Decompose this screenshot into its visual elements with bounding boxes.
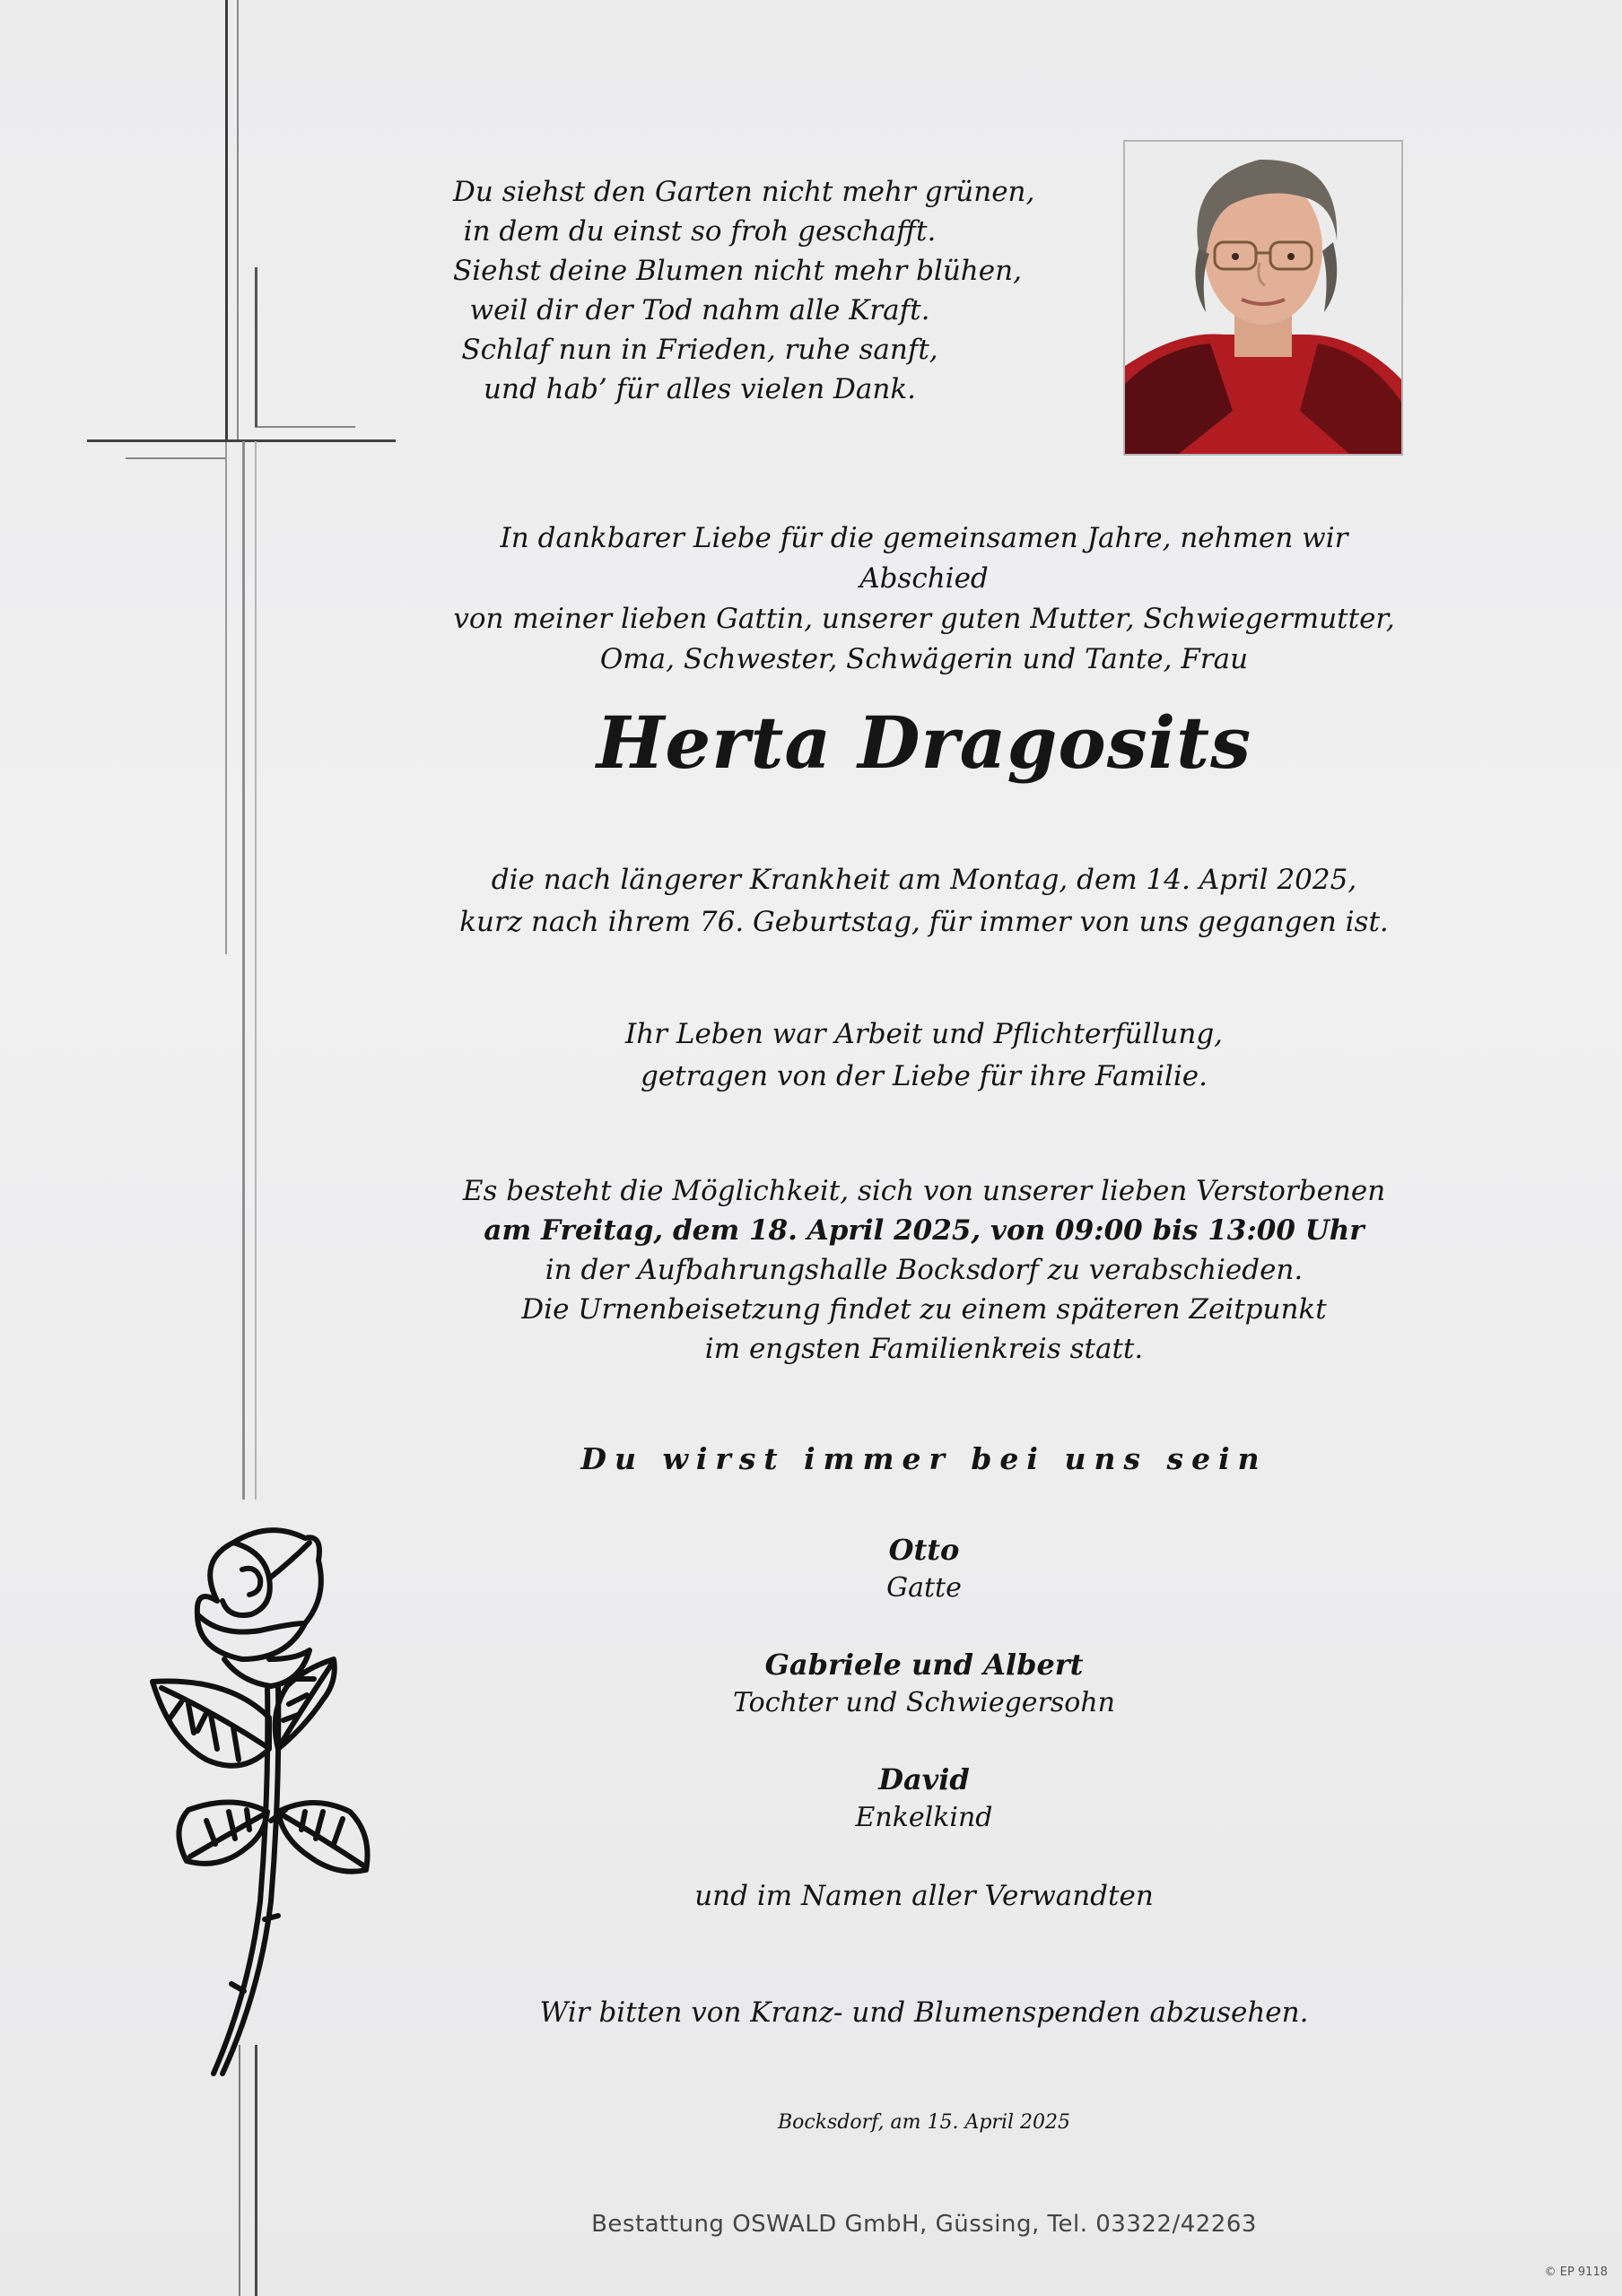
poem-line: in dem du einst so froh geschafft. xyxy=(463,215,937,248)
relatives-line: und im Namen aller Verwandten xyxy=(694,1880,1154,1912)
place-date: Bocksdorf, am 15. April 2025 xyxy=(777,2111,1071,2134)
mourner-otto xyxy=(453,1530,1395,1607)
cross-horizontal-line xyxy=(87,439,396,442)
mourner-role: Enkelkind xyxy=(855,1802,993,1833)
life-text xyxy=(453,1013,1395,1098)
deceased-name: Herta Dragosits xyxy=(596,700,1252,785)
mourner-role: Tochter und Schwiegersohn xyxy=(732,1687,1116,1718)
cross-vertical-line-inner xyxy=(237,0,239,441)
mourner-name: David xyxy=(878,1762,970,1796)
farewell-text xyxy=(453,1171,1395,1369)
portrait-illustration xyxy=(1125,142,1401,454)
farewell-line: Die Urnenbeisetzung findet zu einem späteren Zeitpunkt xyxy=(521,1293,1327,1326)
print-code: © EP 9118 xyxy=(1544,2266,1608,2279)
mourner-name: Gabriele und Albert xyxy=(764,1648,1084,1682)
cross-bottom-vertical xyxy=(239,2045,240,2296)
cross-horizontal-line-thin xyxy=(126,457,226,459)
intro-line: Oma, Schwester, Schwägerin und Tante, Frau xyxy=(599,643,1249,675)
cross-second-vertical-top xyxy=(255,267,257,427)
portrait-photo xyxy=(1123,140,1403,456)
farewell-line: in der Aufbahrungshalle Bocksdorf zu verabschieden. xyxy=(545,1254,1304,1286)
poem-line: und hab’ für alles vielen Dank. xyxy=(484,373,916,405)
undertaker-line: Bestattung OSWALD GmbH, Güssing, Tel. 03322/42263 xyxy=(591,2211,1257,2238)
poem-line: Du siehst den Garten nicht mehr grünen, xyxy=(453,176,1035,208)
mourner-gabriele-albert xyxy=(453,1645,1395,1722)
mourner-role: Gatte xyxy=(886,1572,962,1604)
life-line: Ihr Leben war Arbeit und Pflichterfüllung, xyxy=(624,1018,1224,1050)
farewell-date-line: am Freitag, dem 18. April 2025, von 09:00 bis 13:00 Uhr xyxy=(484,1214,1365,1247)
farewell-line: im engsten Familienkreis statt. xyxy=(704,1333,1144,1365)
poem-line: weil dir der Tod nahm alle Kraft. xyxy=(469,294,930,326)
motto: Du wirst immer bei uns sein xyxy=(580,1441,1268,1476)
plea-line: Wir bitten von Kranz- und Blumenspenden abzusehen. xyxy=(539,1996,1309,2029)
death-notice-line: kurz nach ihrem 76. Geburtstag, für immer von uns gegangen ist. xyxy=(459,906,1389,938)
intro-text xyxy=(453,518,1395,680)
poem-line: Schlaf nun in Frieden, ruhe sanft, xyxy=(461,334,938,366)
death-notice xyxy=(453,859,1395,944)
cross-second-vertical-dark xyxy=(255,441,257,1500)
cross-bottom-vertical-2 xyxy=(255,2045,257,2296)
cross-horizontal-line-right xyxy=(255,426,355,428)
farewell-line: Es besteht die Möglichkeit, sich von unserer lieben Verstorbenen xyxy=(462,1175,1386,1207)
cross-vertical-line-dark xyxy=(225,0,228,441)
rose-icon xyxy=(135,1525,404,2081)
poem-line: Siehst deine Blumen nicht mehr blühen, xyxy=(453,255,1022,287)
intro-line: In dankbarer Liebe für die gemeinsamen Jahre, nehmen wir Abschied xyxy=(500,522,1348,595)
life-line: getragen von der Liebe für ihre Familie. xyxy=(641,1060,1208,1092)
intro-line: von meiner lieben Gattin, unserer guten Mutter, Schwiegermutter, xyxy=(453,603,1395,635)
poem xyxy=(453,172,1035,409)
mourner-name: Otto xyxy=(888,1533,960,1567)
cross-vertical-line-light xyxy=(225,441,227,954)
death-notice-line: die nach längerer Krankheit am Montag, dem 14. April 2025, xyxy=(491,864,1357,896)
cross-second-vertical xyxy=(242,441,245,1500)
mourner-david xyxy=(453,1760,1395,1837)
